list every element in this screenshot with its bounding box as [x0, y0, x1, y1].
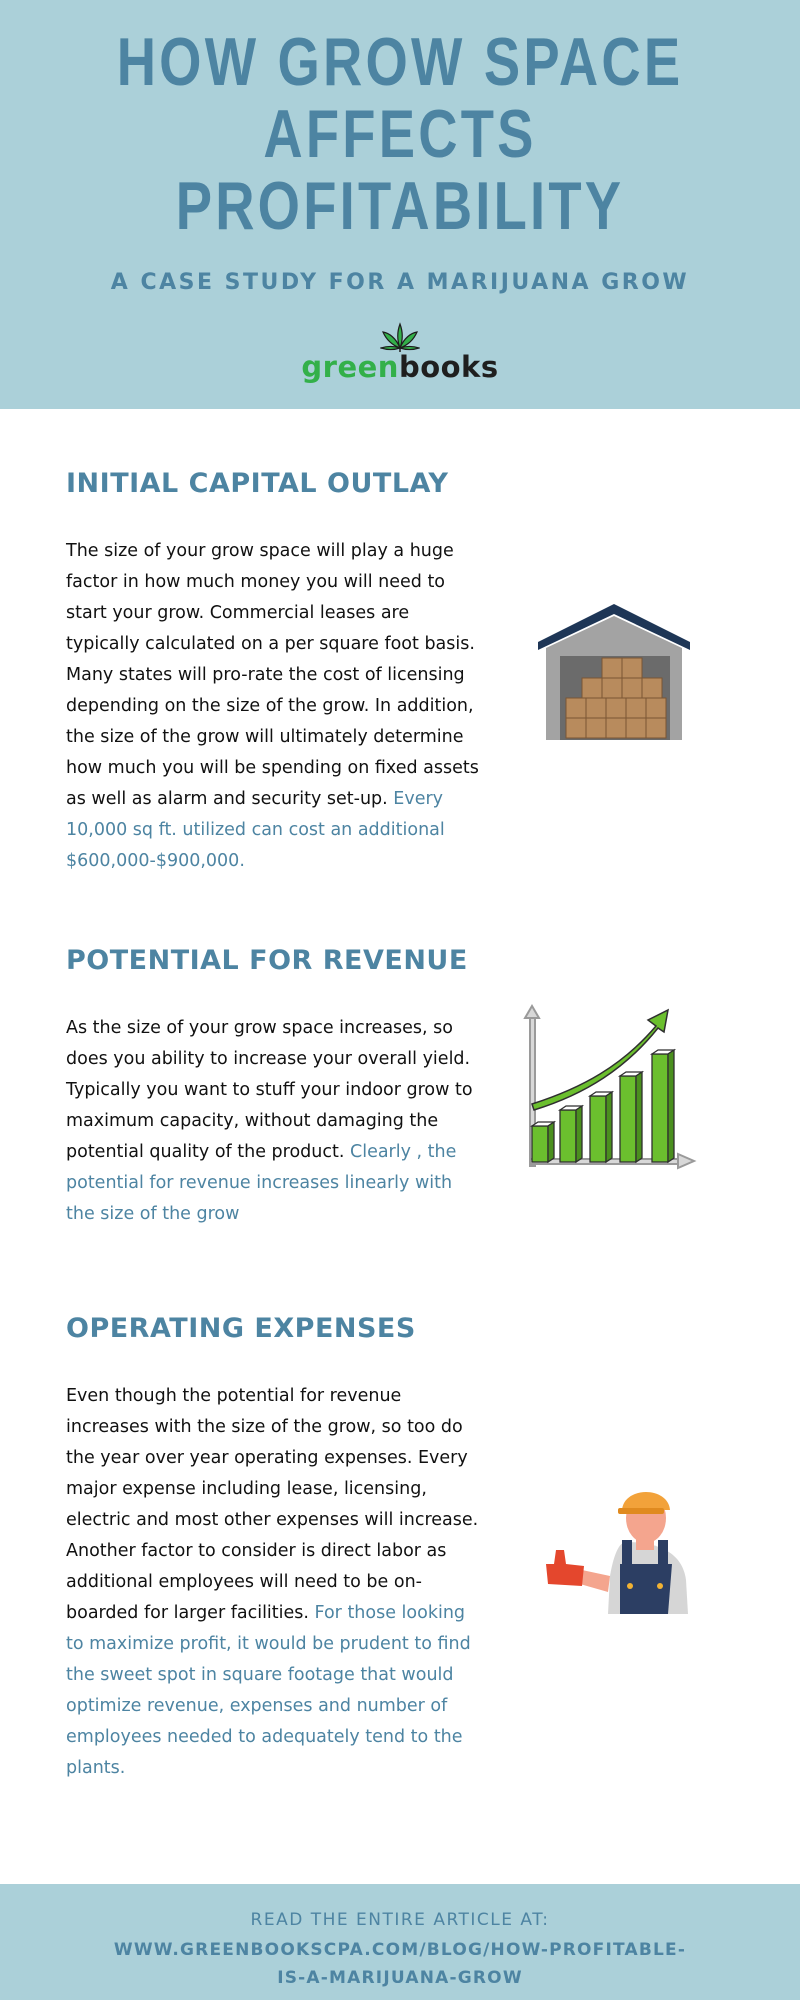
main-title-line-3: PROFITABILITY [175, 168, 625, 244]
growth-chart-icon [522, 1004, 698, 1170]
section-highlight-text: Clearly , the potential for revenue increases linearly with the size of the grow [66, 1142, 457, 1224]
main-title-line-1: HOW GROW SPACE [116, 24, 684, 100]
main-title-line-2: AFFECTS [263, 96, 537, 172]
section-title-initial-capital: INITIAL CAPITAL OUTLAY [66, 468, 449, 499]
section-highlight-text: Every 10,000 sq ft. utilized can cost an additional $600,000-$900,000. [66, 789, 445, 871]
footer-cta: READ THE ENTIRE ARTICLE AT: [250, 1910, 550, 1930]
footer-article-link[interactable]: WWW.GREENBOOKSCPA.COM/BLOG/HOW-PROFITABLE-IS-A-MARIJUANA-GROW [113, 1940, 687, 1988]
worker-thumbs-up-icon [536, 1480, 692, 1616]
greenbooks-logo [300, 322, 500, 384]
logo-word-green: green [301, 350, 399, 384]
cannabis-leaf-icon [380, 322, 420, 352]
section-title-potential-revenue: POTENTIAL FOR REVENUE [66, 945, 468, 976]
main-title [80, 26, 720, 242]
section-highlight-text: For those looking to maximize profit, it would be prudent to find the sweet spot in square footage that would optimize revenue, expenses and number of employees needed to adequately tend to the plants. [66, 1603, 471, 1778]
section-body-text: The size of your grow space will play a huge factor in how much money you will need to start your grow. Commercial leases are typically calculated on a per square foot basis. Many states will pro-rate the cost of licensing depending on the size of the grow. In addition, the size of the grow will ultimately determine how much you will be spending on fixed assets as well as alarm and security set-up. [66, 541, 479, 809]
logo-wordmark [300, 350, 500, 384]
logo-word-books: books [398, 350, 499, 384]
footer-banner [0, 1884, 800, 2000]
section-body-operating-expenses [66, 1381, 486, 1784]
section-body-text: As the size of your grow space increases, so does you ability to increase your overall yield. Typically you want to stuff your indoor grow to maximum capacity, without damaging the potential quality of the product. [66, 1018, 473, 1162]
section-body-initial-capital [66, 536, 486, 877]
header-banner [0, 0, 800, 409]
warehouse-icon [536, 602, 692, 742]
section-body-potential-revenue [66, 1013, 486, 1230]
section-title-operating-expenses: OPERATING EXPENSES [66, 1313, 416, 1344]
section-body-text: Even though the potential for revenue increases with the size of the grow, so too do the year over year operating expenses. Every major expense including lease, licensing, electric and most other expenses will increase. Another factor to consider is direct labor as additional employees will need to be on-boarded for larger facilities. [66, 1386, 479, 1623]
subtitle: A CASE STUDY FOR A MARIJUANA GROW [110, 270, 690, 295]
